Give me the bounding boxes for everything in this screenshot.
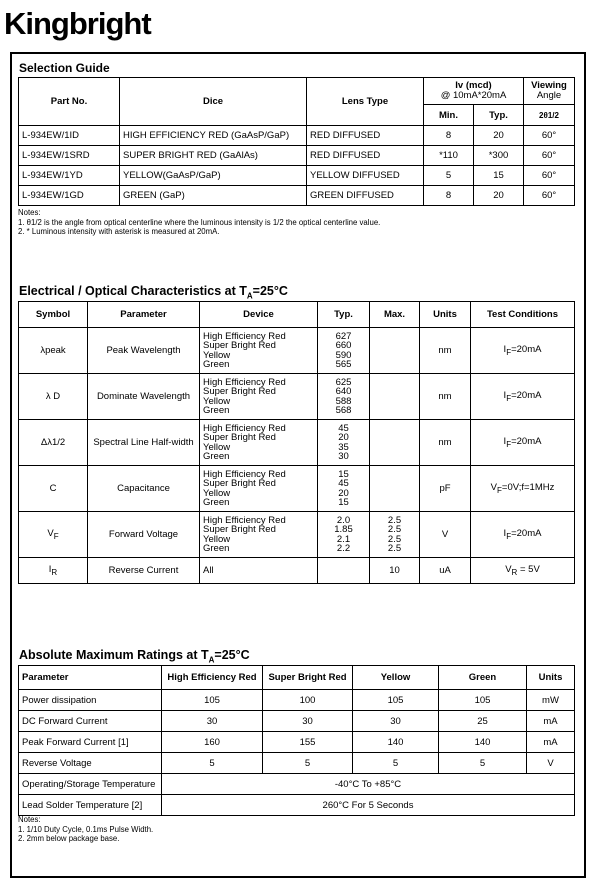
absolute-notes [18,815,153,844]
notes-label: Notes: [18,208,41,217]
conditions-cell: $V_F=0V;f=1MHz$ [471,466,575,512]
typ-value: 2.0 [336,514,351,526]
device-cell: All [200,558,318,584]
value-cell: 5 [439,753,527,774]
device-name: Super Bright Red [203,432,276,444]
value-cell: 100 [263,690,353,711]
device-name: Yellow [203,395,231,407]
typ-value: 20 [338,487,349,499]
selection-guide-title: Selection Guide [19,61,110,75]
value-cell: mW [527,690,575,711]
part-no-cell: L-934EW/1SRD [19,146,120,166]
conditions-cell: $I_F=20mA$ [471,512,575,558]
parameter-cell: Lead Solder Temperature [2] [19,795,162,816]
value-cell: V [527,753,575,774]
el-header-typ: Typ. [318,302,370,328]
typ-value: 565 [335,358,352,370]
abs-header-cell: Units [527,666,575,690]
header-angle-label: Angle [536,90,562,101]
symbol-cell: C [19,466,88,512]
table-row [19,753,575,774]
brand-logo: Kingbright [4,6,151,41]
angle-cell: 60° [524,126,575,146]
header-lens-type: Lens Type [307,78,424,126]
typ-value: 640 [335,386,352,398]
typ-value: 45 [338,478,349,490]
absolute-table [18,665,575,816]
symbol-cell: λ D [19,374,88,420]
value-cell: 5 [263,753,353,774]
note-2: 2. * Luminous intensity with asterisk is measured at 20mA. [18,227,220,236]
note-1: 1. 1/10 Duty Cycle, 0.1ms Pulse Width. [18,824,154,834]
device-cell [200,420,318,466]
min-cell: 8 [424,126,474,146]
part-no-cell: L-934EW/1ID [19,126,120,146]
header-min: Min. [424,105,474,126]
device-name: High Efficiency Red [203,468,286,480]
value-cell: mA [527,711,575,732]
table-row [19,732,575,753]
value-cell: mA [527,732,575,753]
value-cell: 105 [439,690,527,711]
typ-cell [318,558,370,584]
header-viewing [524,78,575,105]
header-part-no: Part No. [19,78,120,126]
max-value: 2.5 [387,524,402,536]
notes-label: Notes: [18,815,41,824]
dice-cell: GREEN (GaP) [120,186,307,206]
electrical-title: Electrical / Optical Characteristics at $T_A=25^\circ C$ [19,284,288,301]
max-cell [370,512,420,558]
el-header-symbol: Symbol [19,302,88,328]
table-row [19,690,575,711]
device-name: Yellow [203,487,231,499]
angle-cell: 60° [524,166,575,186]
symbol-cell: λpeak [19,328,88,374]
device-cell [200,328,318,374]
max-value: 2.5 [387,514,402,526]
typ-cell [318,328,370,374]
el-header-device: Device [200,302,318,328]
symbol-cell: $V_F$ [19,512,88,558]
electrical-table [18,301,575,584]
device-cell [200,466,318,512]
min-cell: 8 [424,186,474,206]
lens-cell: GREEN DIFFUSED [307,186,424,206]
value-cell: 260°C For 5 Seconds [162,795,575,816]
conditions-cell: $I_F=20mA$ [471,374,575,420]
table-row [19,711,575,732]
table-row [19,126,575,146]
value-cell: 140 [353,732,439,753]
device-name: Green [203,358,230,370]
table-row [19,795,575,816]
max-cell: 10 [370,558,420,584]
units-cell: nm [420,374,471,420]
typ-value: 2.1 [336,533,351,545]
device-name: Yellow [203,441,231,453]
table-row [19,374,575,420]
header-theta: 2θ1/2 [524,105,575,126]
units-cell: pF [420,466,471,512]
typ-cell [318,466,370,512]
parameter-cell: Reverse Voltage [19,753,162,774]
typ-cell: 15 [474,166,524,186]
value-cell: 5 [162,753,263,774]
table-row [19,146,575,166]
typ-cell: *300 [474,146,524,166]
typ-value: 2.2 [336,542,351,554]
units-cell: uA [420,558,471,584]
parameter-cell: Dominate Wavelength [88,374,200,420]
angle-cell: 60° [524,186,575,206]
value-cell: 25 [439,711,527,732]
conditions-cell: $I_F=20mA$ [471,420,575,466]
dice-cell: YELLOW(GaAsP/GaP) [120,166,307,186]
symbol-cell: $I_R$ [19,558,88,584]
typ-value: 30 [338,450,349,462]
header-iv [424,78,524,105]
header-typ: Typ. [474,105,524,126]
header-viewing-label: Viewing [531,80,567,91]
parameter-cell: Spectral Line Half-width [88,420,200,466]
header-iv-label: Iv (mcd) [455,80,492,91]
abs-header-cell: Super Bright Red [263,666,353,690]
device-name: Super Bright Red [203,340,276,352]
typ-value: 15 [338,496,349,508]
typ-value: 45 [338,422,349,434]
table-row [19,328,575,374]
table-row [19,466,575,512]
conditions-cell: $V_R = 5V$ [471,558,575,584]
el-header-max: Max. [370,302,420,328]
parameter-cell: DC Forward Current [19,711,162,732]
abs-header-cell: Parameter [19,666,162,690]
selection-table [18,77,575,206]
dice-cell: SUPER BRIGHT RED (GaAlAs) [120,146,307,166]
lens-cell: YELLOW DIFFUSED [307,166,424,186]
device-name: High Efficiency Red [203,376,286,388]
parameter-cell: Capacitance [88,466,200,512]
table-row [19,166,575,186]
value-cell: 160 [162,732,263,753]
note-2: 2. 2mm below package base. [18,834,120,843]
part-no-cell: L-934EW/1GD [19,186,120,206]
value-cell: 30 [162,711,263,732]
typ-value: 20 [338,432,349,444]
value-cell: 155 [263,732,353,753]
device-cell [200,512,318,558]
conditions-cell: $I_F=20mA$ [471,328,575,374]
symbol-cell: Δλ1/2 [19,420,88,466]
typ-value: 660 [335,340,352,352]
max-value: 2.5 [387,542,402,554]
max-value: 2.5 [387,533,402,545]
parameter-cell: Forward Voltage [88,512,200,558]
device-cell [200,374,318,420]
parameter-cell: Peak Wavelength [88,328,200,374]
value-cell: 30 [263,711,353,732]
typ-value: 568 [335,404,352,416]
parameter-cell: Peak Forward Current [1] [19,732,162,753]
parameter-cell: Operating/Storage Temperature [19,774,162,795]
value-cell: -40°C To +85°C [162,774,575,795]
absolute-title: Absolute Maximum Ratings at $T_A=25^\circ C$ [19,648,250,665]
value-cell: 140 [439,732,527,753]
typ-value: 35 [338,441,349,453]
table-row [19,558,575,584]
units-cell: nm [420,328,471,374]
abs-header-cell: High Efficiency Red [162,666,263,690]
device-name: High Efficiency Red [203,422,286,434]
device-name: Super Bright Red [203,524,276,536]
typ-value: 15 [338,468,349,480]
selection-notes [18,208,380,237]
typ-cell: 20 [474,186,524,206]
min-cell: 5 [424,166,474,186]
typ-value: 627 [335,330,352,342]
typ-cell [318,512,370,558]
angle-cell: 60° [524,146,575,166]
device-name: High Efficiency Red [203,514,286,526]
lens-cell: RED DIFFUSED [307,126,424,146]
el-header-units: Units [420,302,471,328]
min-cell: *110 [424,146,474,166]
device-name: Green [203,404,230,416]
device-name: Super Bright Red [203,386,276,398]
table-row [19,512,575,558]
abs-header-cell: Yellow [353,666,439,690]
device-name: High Efficiency Red [203,330,286,342]
device-name: Super Bright Red [203,478,276,490]
value-cell: 105 [353,690,439,711]
abs-header-cell: Green [439,666,527,690]
typ-cell [318,420,370,466]
header-iv-condition: @ 10mA*20mA [440,90,507,101]
typ-value: 625 [335,376,352,388]
device-name: Green [203,450,230,462]
max-cell [370,420,420,466]
dice-cell: HIGH EFFICIENCY RED (GaAsP/GaP) [120,126,307,146]
value-cell: 30 [353,711,439,732]
typ-value: 588 [335,395,352,407]
units-cell: nm [420,420,471,466]
table-row [19,420,575,466]
table-row [19,774,575,795]
device-name: Green [203,542,230,554]
header-dice: Dice [120,78,307,126]
part-no-cell: L-934EW/1YD [19,166,120,186]
value-cell: 5 [353,753,439,774]
typ-value: 590 [335,349,352,361]
el-header-parameter: Parameter [88,302,200,328]
parameter-cell: Power dissipation [19,690,162,711]
device-name: Yellow [203,349,231,361]
typ-cell: 20 [474,126,524,146]
typ-value: 1.85 [334,524,353,536]
note-1: 1. θ1/2 is the angle from optical centerline where the luminous intensity is 1/2 the optical centerline value. [18,217,381,227]
typ-cell [318,374,370,420]
lens-cell: RED DIFFUSED [307,146,424,166]
el-header-conditions: Test Conditions [471,302,575,328]
device-name: Green [203,496,230,508]
max-cell [370,328,420,374]
max-cell [370,374,420,420]
units-cell: V [420,512,471,558]
parameter-cell: Reverse Current [88,558,200,584]
value-cell: 105 [162,690,263,711]
max-cell [370,466,420,512]
table-row [19,186,575,206]
device-name: Yellow [203,533,231,545]
